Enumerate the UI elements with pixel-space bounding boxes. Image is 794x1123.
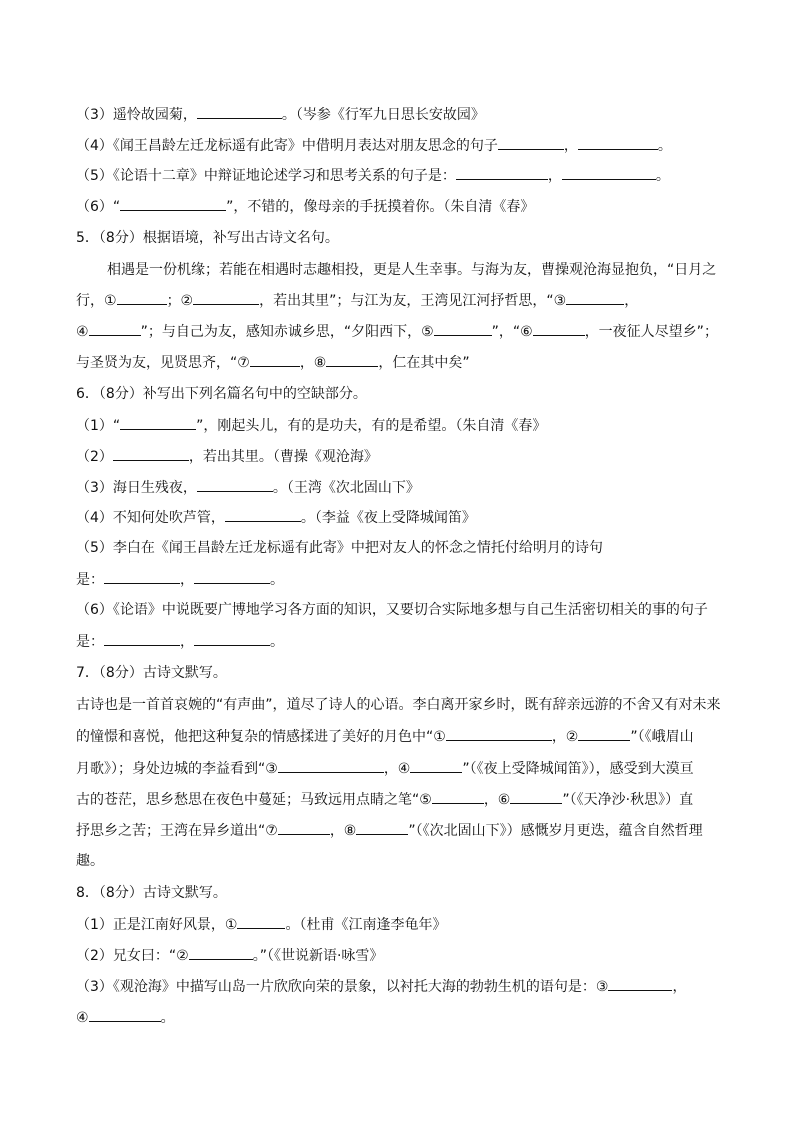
line-text: （4）不知何处吹芦管，: [76, 510, 225, 526]
line-text: ，: [180, 634, 194, 650]
line-text: （1）正是江南好风景，①: [76, 917, 238, 933]
line-text: （3）遥怜故园菊，: [76, 107, 197, 123]
line-text: 。（王湾《次北固山下》: [272, 480, 420, 496]
text-line: [76, 789, 693, 810]
line-text: ”，“⑥: [491, 324, 533, 340]
line-text: ”（《次北固山下》）感慨岁月更迭，蕴含自然哲理: [408, 823, 703, 839]
text-line: [76, 321, 718, 342]
fill-in-blank[interactable]: [104, 631, 180, 646]
line-text: ，一夜征人尽望乡”；: [584, 324, 718, 340]
line-text: 。（岑参《行军九日思长安故园》: [281, 107, 485, 123]
line-text: 抒思乡之苦；王湾在异乡道出“⑦: [76, 823, 278, 839]
line-text: 。（李益《夜上受降城闻笛》: [300, 510, 476, 526]
line-text: （6）《论语》中说既要广博地学习各方面的知识，又要切合实际地多想与自己生活密切相关的事的句子: [76, 602, 708, 618]
text-line: [76, 290, 638, 311]
fill-in-blank[interactable]: [566, 290, 624, 305]
line-text: ；②: [166, 293, 194, 309]
text-line: [107, 260, 716, 280]
line-text: （5）《论语十二章》中辩证地论述学习和思考关系的句子是：: [76, 168, 456, 184]
fill-in-blank[interactable]: [89, 1007, 161, 1022]
fill-in-blank[interactable]: [250, 352, 300, 367]
line-text: （5）李白在《闻王昌龄左迁龙标遥有此寄》中把对友人的怀念之情托付给明月的诗句: [76, 540, 603, 556]
fill-in-blank[interactable]: [197, 477, 273, 492]
fill-in-blank[interactable]: [194, 569, 270, 584]
text-line: [76, 758, 694, 779]
line-text: 。: [270, 634, 284, 650]
line-text: （2）兄女曰：“②: [76, 948, 189, 964]
fill-in-blank[interactable]: [410, 758, 462, 773]
fill-in-blank[interactable]: [608, 976, 672, 991]
line-text: ④: [76, 324, 89, 340]
fill-in-blank[interactable]: [578, 726, 630, 741]
line-text: （4）《闻王昌龄左迁龙标遥有此寄》中借明月表达对朋友思念的句子: [76, 138, 498, 154]
text-line: [76, 415, 546, 436]
fill-in-blank[interactable]: [194, 631, 270, 646]
line-text: 。: [655, 168, 670, 184]
line-text: 。: [270, 572, 284, 588]
line-text: ”（《天净沙·秋思》）直: [562, 792, 694, 808]
line-text: ，若出其里”；与江为友，王湾见江河抒哲思，“③: [259, 293, 567, 309]
line-text: 。”（《世说新语·咏雪》: [252, 948, 384, 964]
text-line: [76, 945, 383, 966]
text-line: [76, 1007, 175, 1028]
text-line: [76, 600, 708, 620]
text-line: [76, 165, 670, 186]
line-text: 古的苍茫，思乡愁思在夜色中蔓延；马致远用点睛之笔“⑤: [76, 792, 432, 808]
fill-in-blank[interactable]: [498, 135, 564, 150]
text-line: [76, 196, 534, 217]
fill-in-blank[interactable]: [356, 820, 408, 835]
line-text: ，: [624, 293, 639, 309]
text-line: [76, 820, 703, 841]
fill-in-blank[interactable]: [578, 135, 658, 150]
fill-in-blank[interactable]: [117, 290, 167, 305]
fill-in-blank[interactable]: [104, 569, 180, 584]
fill-in-blank[interactable]: [533, 321, 585, 336]
text-line: [76, 538, 603, 558]
fill-in-blank[interactable]: [193, 290, 259, 305]
fill-in-blank[interactable]: [120, 415, 196, 430]
text-line: [76, 352, 470, 373]
line-text: （3）海日生残夜，: [76, 480, 197, 496]
fill-in-blank[interactable]: [120, 196, 226, 211]
line-text: 与圣贤为友，见贤思齐，“⑦: [76, 355, 250, 371]
text-line: [76, 104, 485, 125]
text-line: [76, 384, 367, 404]
text-line: [76, 477, 420, 498]
line-text: ”，不错的，像母亲的手抚摸着你。（朱自清《春》: [226, 199, 535, 215]
fill-in-blank[interactable]: [434, 321, 492, 336]
line-text: ，⑧: [299, 355, 327, 371]
line-text: 是：: [76, 572, 104, 588]
fill-in-blank[interactable]: [225, 507, 301, 522]
text-line: [76, 663, 227, 683]
fill-in-blank[interactable]: [446, 726, 552, 741]
line-text: 的憧憬和喜悦，他把这种复杂的情感揉进了美好的月色中“①: [76, 729, 446, 745]
text-line: [76, 135, 672, 156]
line-text: 。: [160, 1010, 175, 1026]
line-text: ，: [563, 138, 578, 154]
line-text: ”（《夜上受降城闻笛》），感受到大漠亘: [462, 761, 694, 777]
text-line: [76, 695, 721, 715]
line-text: ”（《峨眉山: [630, 729, 694, 745]
line-text: ，: [547, 168, 562, 184]
line-text: 是：: [76, 634, 104, 650]
line-text: ”，刚起头儿，有的是功夫，有的是希望。（朱自清《春》: [196, 418, 547, 434]
fill-in-blank[interactable]: [278, 758, 384, 773]
fill-in-blank[interactable]: [189, 945, 253, 960]
line-text: ，⑧: [329, 823, 357, 839]
text-line: [76, 228, 339, 248]
line-text: 6．（8分）补写出下列名篇名句中的空缺部分。: [76, 386, 367, 402]
line-text: ，②: [551, 729, 579, 745]
line-text: 月歌》）；身处边城的李益看到“③: [76, 761, 278, 777]
line-text: 。: [657, 138, 672, 154]
line-text: ，④: [383, 761, 411, 777]
fill-in-blank[interactable]: [278, 820, 330, 835]
fill-in-blank[interactable]: [456, 165, 548, 180]
line-text: （6）“: [76, 199, 121, 215]
line-text: 8．（8分）古诗文默写。: [76, 885, 227, 901]
fill-in-blank[interactable]: [113, 446, 189, 461]
line-text: ，: [180, 572, 194, 588]
text-line: [76, 631, 284, 652]
fill-in-blank[interactable]: [89, 321, 141, 336]
line-text: ”；与自己为友，感知赤诚乡思，“夕阳西下，⑤: [140, 324, 434, 340]
fill-in-blank[interactable]: [326, 352, 378, 367]
line-text: （3）《观沧海》中描写山岛一片欣欣向荣的景象，以衬托大海的勃勃生机的语句是：③: [76, 979, 609, 995]
line-text: （1）“: [76, 418, 121, 434]
text-line: [76, 976, 686, 997]
text-line: [76, 914, 446, 935]
line-text: 趣。: [76, 853, 104, 869]
line-text: ，仁在其中矣”: [378, 355, 470, 371]
line-text: 。（杜甫《江南逢李龟年》: [285, 917, 447, 933]
fill-in-blank[interactable]: [562, 165, 656, 180]
line-text: 5．（8分）根据语境，补写出古诗文名句。: [76, 230, 339, 246]
fill-in-blank[interactable]: [197, 104, 282, 119]
line-text: ④: [76, 1010, 89, 1026]
text-line: [76, 569, 284, 590]
text-line: [76, 851, 104, 871]
fill-in-blank[interactable]: [432, 789, 484, 804]
line-text: ，⑥: [483, 792, 511, 808]
line-text: 古诗也是一首首哀婉的“有声曲”，道尽了诗人的心语。李白离开家乡时，既有辞亲远游的不舍又有对未来: [76, 697, 721, 713]
line-text: 相遇是一份机缘；若能在相遇时志趣相投，更是人生幸事。与海为友，曹操观沧海显抱负，“日月之: [107, 262, 717, 278]
line-text: ，: [672, 979, 687, 995]
line-text: 7．（8分）古诗文默写。: [76, 665, 227, 681]
line-text: 行，①: [76, 293, 117, 309]
line-text: ，若出其里。（曹操《观沧海》: [188, 449, 378, 465]
text-line: [76, 883, 227, 903]
line-text: （2）: [76, 449, 113, 465]
fill-in-blank[interactable]: [237, 914, 285, 929]
text-line: [76, 507, 476, 528]
text-line: [76, 446, 378, 467]
fill-in-blank[interactable]: [510, 789, 562, 804]
text-line: [76, 726, 694, 747]
